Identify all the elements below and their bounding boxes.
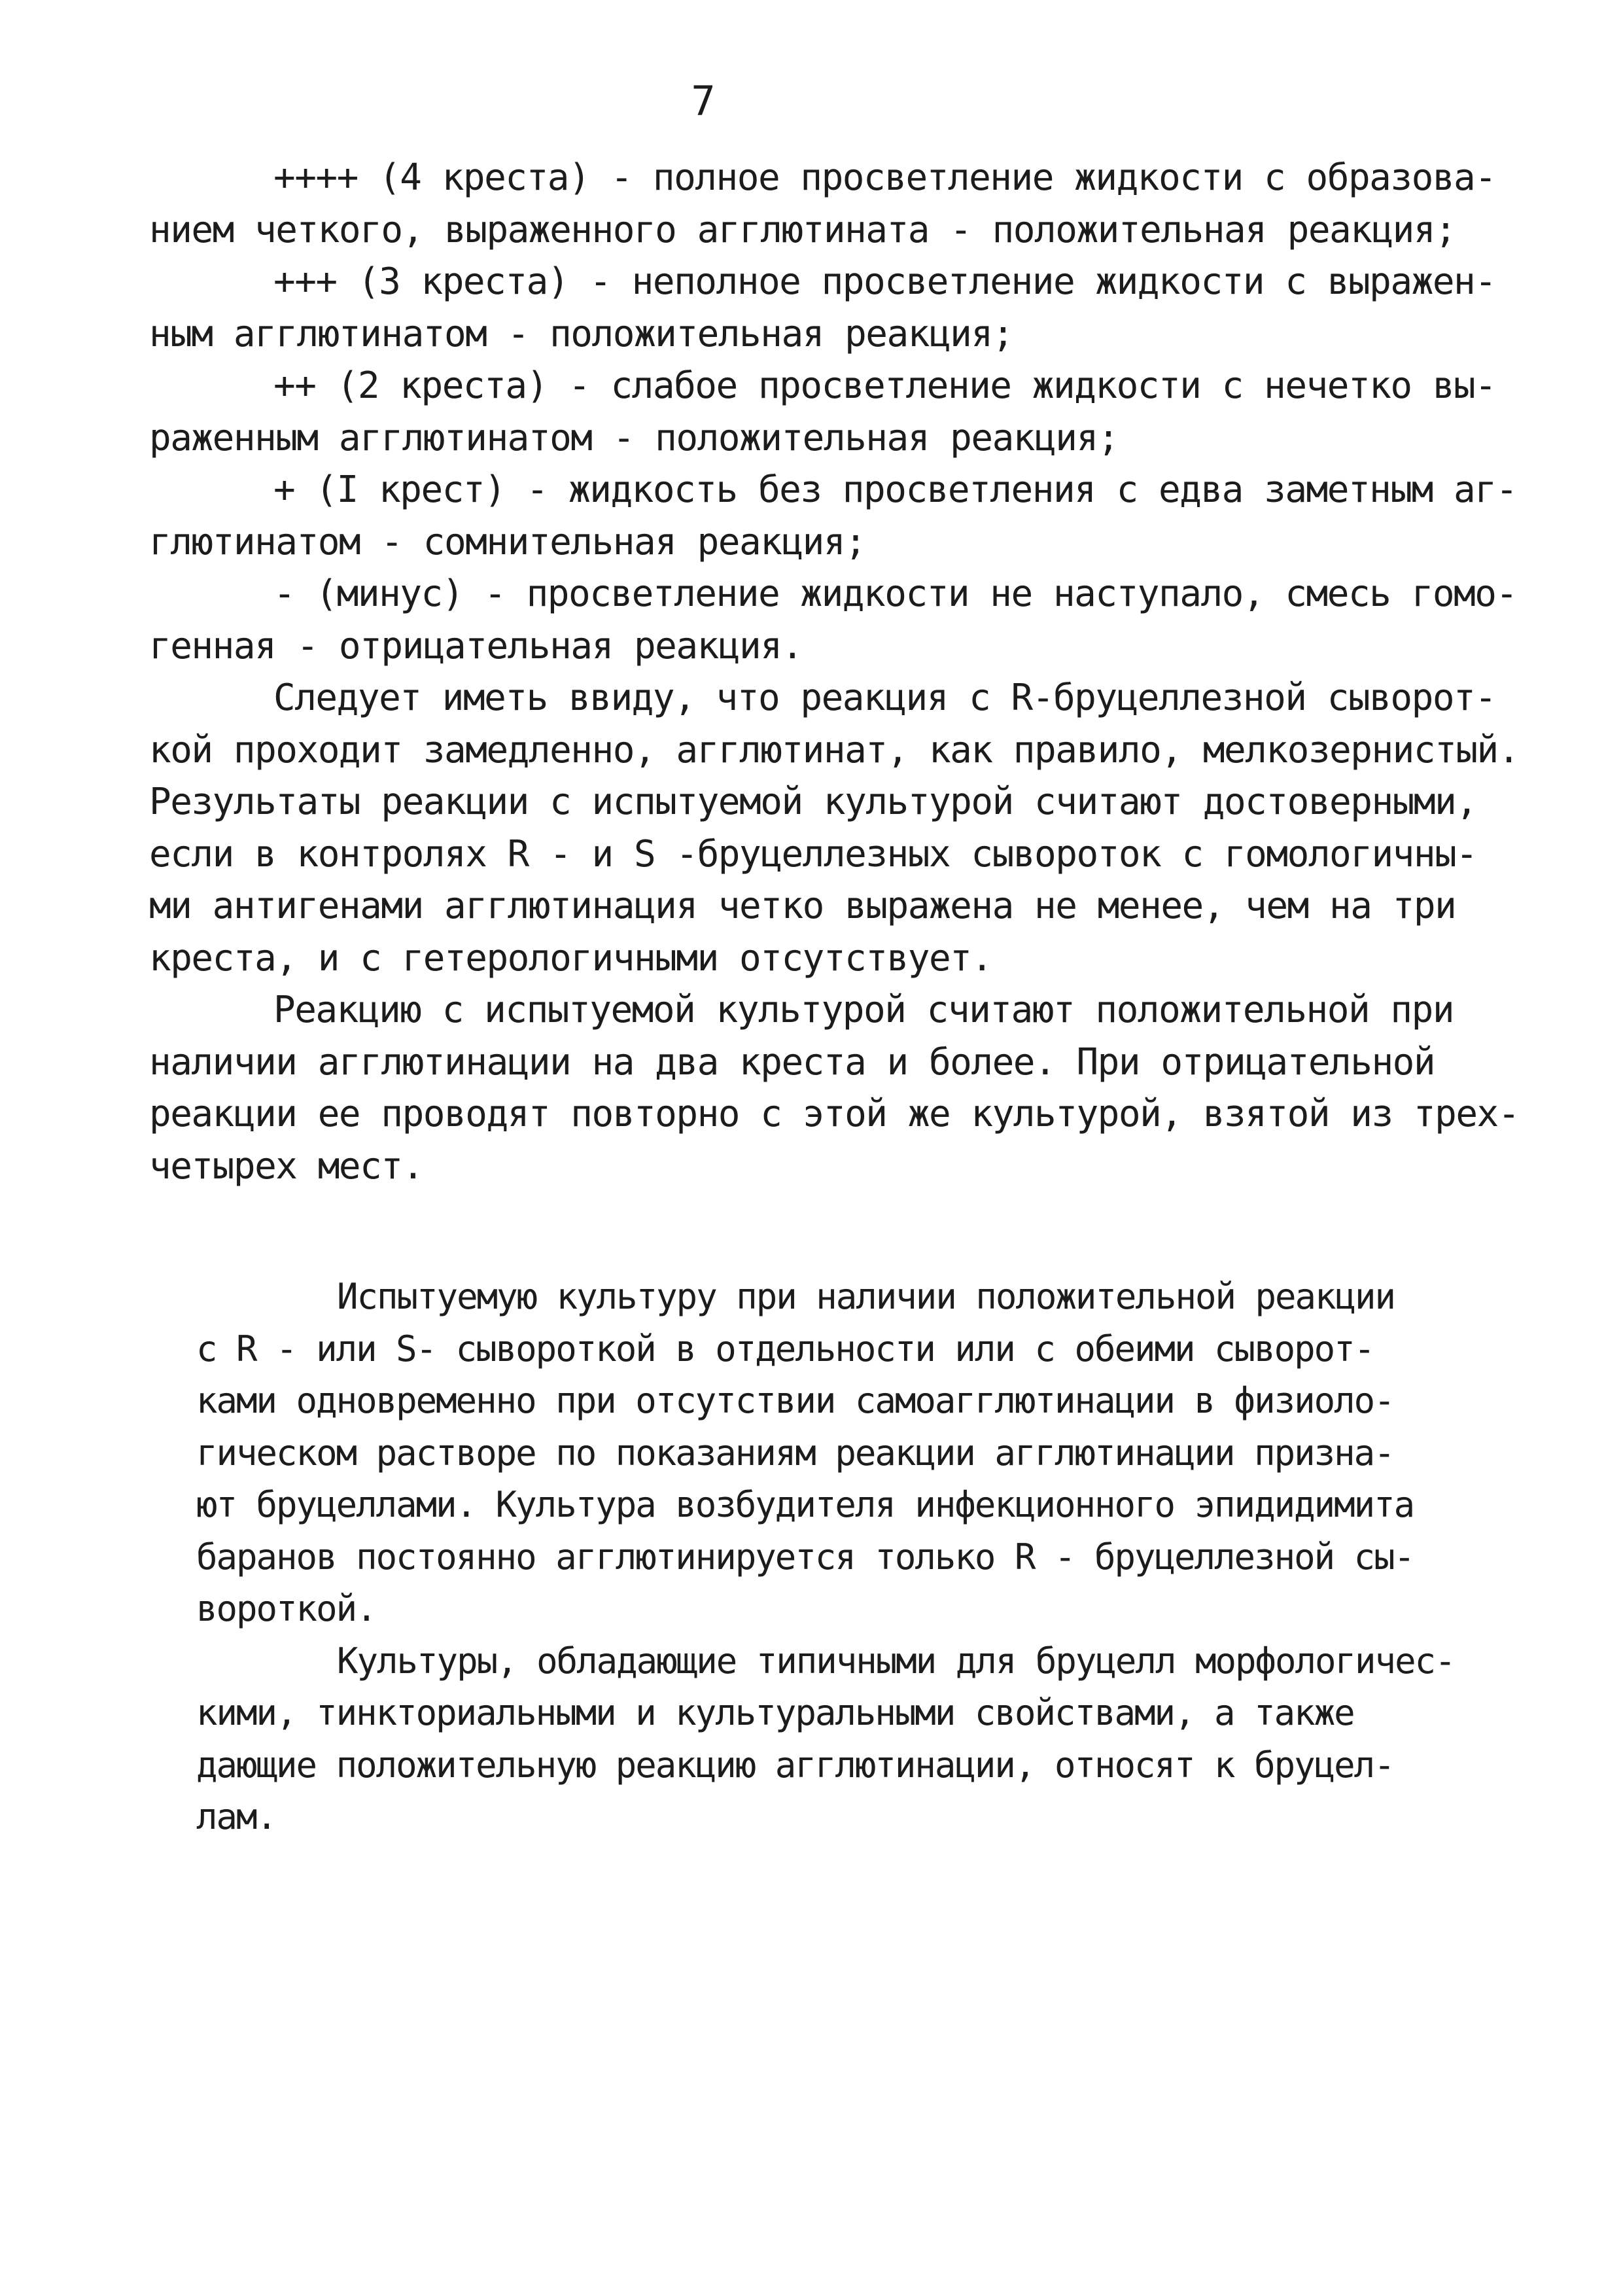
page-number: 7 <box>691 77 716 125</box>
text-line: Испытуемую культуру при наличии положительной реакции <box>337 1276 1395 1317</box>
text-line: Реакцию с испытуемой культурой считают положительной при <box>273 989 1454 1031</box>
text-line: + (I крест) - жидкость без просветления с едва заметным аг- <box>273 468 1517 511</box>
text-line: нием четкого, выраженного агглютината - положительная реакция; <box>149 208 1456 251</box>
text-line: четырех мест. <box>149 1144 423 1188</box>
text-line: +++ (3 креста) - неполное просветление жидкости с выражен- <box>273 260 1496 303</box>
text-line: глютинатом - сомнительная реакция; <box>149 520 866 563</box>
text-line: гическом растворе по показаниям реакции агглютинации призна- <box>196 1432 1394 1474</box>
text-line: Результаты реакции с испытуемой культурой считают достоверными, <box>149 781 1477 823</box>
text-line: ками одновременно при отсутствии самоагглютинации в физиоло- <box>196 1380 1394 1421</box>
identification-section <box>196 1271 1531 1843</box>
text-line: баранов постоянно агглютинируется только R - бруцеллезной сы- <box>196 1536 1414 1578</box>
text-line: ным агглютинатом - положительная реакция; <box>149 312 1013 355</box>
text-line: Следует иметь ввиду, что реакция с R-бруцеллезной сыворот- <box>273 677 1496 719</box>
text-line: ми антигенами агглютинация четко выражена не менее, чем на три <box>149 885 1456 927</box>
text-line: если в контролях R - и S -бруцеллезных сывороток с гомологичны- <box>149 832 1477 875</box>
text-line: креста, и с гетерологичными отсутствует. <box>149 936 992 980</box>
text-line: с R - или S- сывороткой в отдельности или с обеими сыворот- <box>196 1328 1374 1369</box>
text-line: Культуры, обладающие типичными для бруцелл морфологичес- <box>337 1640 1455 1682</box>
text-line: наличии агглютинации на два креста и более. При отрицательной <box>149 1040 1435 1084</box>
text-line: ++++ (4 креста) - полное просветление жидкости с образова- <box>273 156 1496 199</box>
text-line: - (минус) - просветление жидкости не наступало, смесь гомо- <box>273 573 1517 615</box>
text-line: лам. <box>196 1796 277 1837</box>
agglutination-grading-section <box>149 152 1529 1192</box>
text-line: кой проходит замедленно, агглютинат, как правило, мелкозернистый. <box>149 728 1519 771</box>
text-line: раженным агглютинатом - положительная реакция; <box>149 416 1119 459</box>
text-line: генная - отрицательная реакция. <box>149 624 803 667</box>
text-line: вороткой. <box>196 1588 376 1629</box>
text-line: реакции ее проводят повторно с этой же культурой, взятой из трех- <box>149 1093 1519 1135</box>
text-line: ++ (2 креста) - слабое просветление жидкости с нечетко вы- <box>273 364 1496 407</box>
text-line: кими, тинкториальными и культуральными свойствами, а также <box>196 1692 1354 1733</box>
text-line: дающие положительную реакцию агглютинации, относят к бруцел- <box>196 1744 1394 1786</box>
text-line: ют бруцеллами. Культура возбудителя инфекционного эпидидимита <box>196 1484 1414 1525</box>
